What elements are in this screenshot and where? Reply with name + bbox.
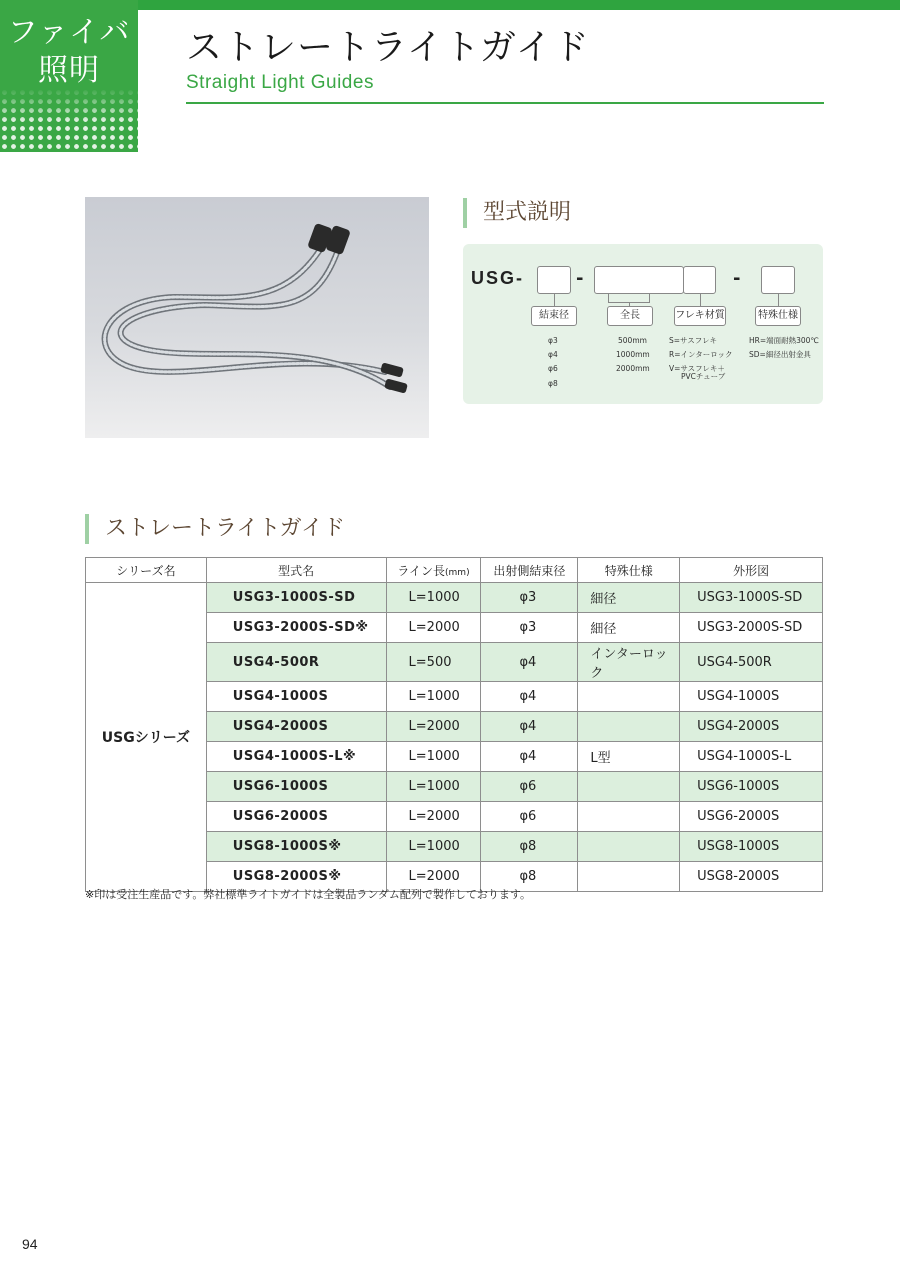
category-tab	[0, 0, 138, 152]
label-special-spec: 特殊仕様	[755, 306, 801, 326]
slot-bundle-diameter	[537, 266, 571, 294]
drawing-cell: USG6-1000S	[680, 772, 823, 802]
title-divider	[186, 102, 824, 104]
option-length: 2000mm	[616, 364, 650, 373]
special-cell: L型	[578, 742, 680, 772]
dash-2: -	[733, 268, 741, 289]
header-line-length: ライン長(mm)	[386, 558, 481, 583]
option-special-spec: HR=端面耐熱300℃	[749, 336, 819, 345]
drawing-cell: USG4-2000S	[680, 712, 823, 742]
length-cell: L=2000	[386, 862, 481, 892]
product-photo	[85, 197, 429, 438]
model-cell: USG3-1000S-SD	[206, 583, 386, 613]
table-row	[86, 583, 823, 613]
drawing-cell: USG4-1000S	[680, 682, 823, 712]
page-number: 94	[22, 1236, 38, 1252]
model-cell: USG6-1000S	[206, 772, 386, 802]
length-cell: L=1000	[386, 772, 481, 802]
diameter-cell: φ4	[481, 742, 578, 772]
table-header-row	[86, 558, 823, 583]
option-flex-material: PVCチューブ	[681, 372, 726, 381]
model-cell: USG6-2000S	[206, 802, 386, 832]
diameter-cell: φ3	[481, 613, 578, 643]
length-cell: L=2000	[386, 802, 481, 832]
header-series: シリーズ名	[86, 558, 207, 583]
option-flex-material: S=サスフレキ	[669, 336, 717, 345]
length-cell: L=2000	[386, 613, 481, 643]
model-cell: USG4-2000S	[206, 712, 386, 742]
header-special-spec: 特殊仕様	[578, 558, 680, 583]
length-cell: L=1000	[386, 832, 481, 862]
option-diameter: φ3	[548, 336, 558, 345]
slot-flex-material	[683, 266, 716, 294]
length-cell: L=1000	[386, 583, 481, 613]
special-cell: インターロック	[578, 643, 680, 682]
label-bundle-diameter: 結束径	[531, 306, 577, 326]
series-section-heading: ストレートライトガイド	[85, 514, 345, 544]
length-cell: L=2000	[386, 712, 481, 742]
header-outline-drawing: 外形図	[680, 558, 823, 583]
label-length: 全長	[607, 306, 653, 326]
special-cell	[578, 802, 680, 832]
drawing-cell: USG3-1000S-SD	[680, 583, 823, 613]
diameter-cell: φ4	[481, 712, 578, 742]
diameter-cell: φ6	[481, 772, 578, 802]
option-flex-material: V=サスフレキ＋	[669, 364, 725, 373]
model-cell: USG8-1000S※	[206, 832, 386, 862]
diameter-cell: φ8	[481, 862, 578, 892]
spec-table	[85, 557, 823, 892]
page-title: ストレートライトガイド	[186, 27, 590, 68]
special-cell	[578, 772, 680, 802]
option-diameter: φ8	[548, 379, 558, 388]
series-name-cell: USGシリーズ	[86, 583, 207, 892]
special-cell	[578, 832, 680, 862]
diameter-cell: φ4	[481, 682, 578, 712]
special-cell: 細径	[578, 583, 680, 613]
dash-1: -	[576, 268, 584, 289]
length-cell: L=1000	[386, 742, 481, 772]
model-section-heading: 型式説明	[463, 198, 571, 228]
drawing-cell: USG6-2000S	[680, 802, 823, 832]
drawing-cell: USG4-500R	[680, 643, 823, 682]
model-cell: USG4-1000S	[206, 682, 386, 712]
option-length: 1000mm	[616, 350, 650, 359]
special-cell	[578, 682, 680, 712]
option-flex-material: R=インターロック	[669, 350, 733, 359]
drawing-cell: USG4-1000S-L	[680, 742, 823, 772]
category-label: ファイバ 照明	[7, 15, 131, 88]
model-cell: USG4-500R	[206, 643, 386, 682]
page-subtitle: Straight Light Guides	[186, 72, 374, 93]
header-model: 型式名	[206, 558, 386, 583]
model-prefix: USG-	[471, 268, 524, 288]
option-diameter: φ4	[548, 350, 558, 359]
header-output-diameter: 出射側結束径	[481, 558, 578, 583]
option-special-spec: SD=細径出射金具	[749, 350, 811, 359]
special-cell: 細径	[578, 613, 680, 643]
option-length: 500mm	[618, 336, 647, 345]
label-flex-material: フレキ材質	[674, 306, 726, 326]
model-cell: USG3-2000S-SD※	[206, 613, 386, 643]
model-cell: USG8-2000S※	[206, 862, 386, 892]
option-diameter: φ6	[548, 364, 558, 373]
diameter-cell: φ4	[481, 643, 578, 682]
diameter-cell: φ3	[481, 583, 578, 613]
special-cell	[578, 862, 680, 892]
length-cell: L=1000	[386, 682, 481, 712]
slot-special-spec	[761, 266, 795, 294]
diameter-cell: φ8	[481, 832, 578, 862]
footnote: ※印は受注生産品です。弊社標準ライトガイドは全製品ランダム配列で製作しております。	[85, 888, 532, 901]
drawing-cell: USG3-2000S-SD	[680, 613, 823, 643]
length-cell: L=500	[386, 643, 481, 682]
model-cell: USG4-1000S-L※	[206, 742, 386, 772]
drawing-cell: USG8-2000S	[680, 862, 823, 892]
slot-length	[594, 266, 684, 294]
model-code-panel	[463, 244, 823, 404]
diameter-cell: φ6	[481, 802, 578, 832]
drawing-cell: USG8-1000S	[680, 832, 823, 862]
special-cell	[578, 712, 680, 742]
